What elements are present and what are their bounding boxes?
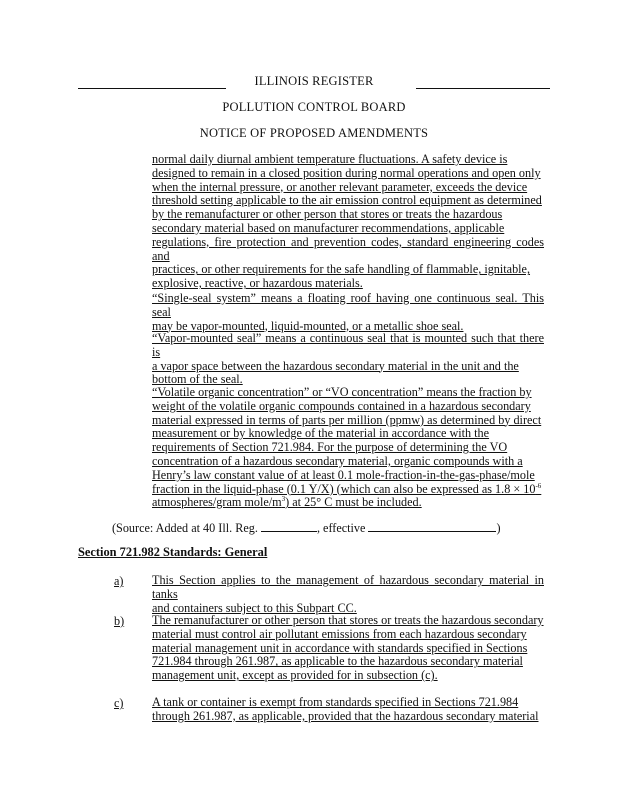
text-line: requirements of Section 721.984. For the purpose of determining the VO	[152, 440, 508, 455]
text-line: material management unit in accordance with standards specified in Sections	[152, 640, 528, 655]
text-line: practices, or other requirements for the safe handling of flammable, ignitable,	[152, 262, 531, 277]
blank-line	[368, 520, 496, 532]
register-title: ILLINOIS REGISTER	[254, 74, 374, 88]
text-line: This Section applies to the management of hazardous secondary material in tanks	[152, 573, 544, 601]
text-fragment: fraction in the liquid-phase (0.1 Y/X) (which can also be expressed as 1.8 × 10	[152, 481, 536, 496]
text-line: normal daily diurnal ambient temperature fluctuations. A safety device is	[152, 152, 508, 166]
text-line: measurement or by knowledge of the material in accordance with the	[152, 426, 490, 441]
item-label: a)	[114, 574, 124, 588]
notice-title: NOTICE OF PROPOSED AMENDMENTS	[199, 126, 429, 140]
exponent: 3	[281, 495, 286, 504]
text-line: explosive, reactive, or hazardous materials.	[152, 276, 363, 291]
source-close: )	[496, 521, 501, 535]
text-line: may be vapor-mounted, liquid-mounted, or a metallic shoe seal.	[152, 318, 464, 333]
text-line: material must control air pollutant emissions from each hazardous secondary	[152, 626, 527, 641]
blank-line	[261, 520, 317, 532]
text-line: “Volatile organic concentration” or “VO concentration” means the fraction by	[152, 385, 532, 399]
item-text	[152, 574, 544, 615]
text-line	[152, 483, 544, 497]
text-line: by the remanufacturer or other person that stores or treats the hazardous	[152, 207, 503, 222]
item-label: b)	[114, 614, 125, 628]
single-seal-definition	[152, 292, 544, 333]
text-line: a vapor space between the hazardous secondary material in the unit and the	[152, 358, 519, 373]
text-line: material expressed in terms of parts per million (ppmw) as determined by direct	[152, 412, 542, 427]
text-line: Henry’s law constant value of at least 0.1 mole-fraction-in-the-gas-phase/mole	[152, 467, 535, 482]
item-text	[152, 696, 544, 724]
text-line: management unit, except as provided for in subsection (c).	[152, 668, 438, 683]
item-label: c)	[114, 696, 124, 710]
text-line: bottom of the seal.	[152, 372, 243, 387]
source-prefix: (Source: Added at 40 Ill. Reg.	[112, 521, 258, 535]
continuation-paragraph	[152, 153, 544, 291]
item-text	[152, 614, 544, 683]
board-title: POLLUTION CONTROL BOARD	[222, 100, 406, 114]
vapor-mounted-seal-definition	[152, 332, 544, 387]
text-line: “Vapor-mounted seal” means a continuous seal that is mounted such that there is	[152, 331, 544, 359]
exponent: -6	[535, 481, 542, 490]
section-heading: Section 721.982 Standards: General	[78, 545, 268, 559]
text-line: when the internal pressure, or another relevant parameter, exceeds the device	[152, 179, 528, 194]
text-line: The remanufacturer or other person that stores or treats the hazardous secondary	[152, 613, 544, 627]
text-line: weight of the volatile organic compounds contained in a hazardous secondary	[152, 398, 531, 413]
vo-concentration-definition	[152, 386, 544, 510]
text-line: through 261.987, as applicable, provided that the hazardous secondary material	[152, 708, 539, 723]
text-line: “Single-seal system” means a floating roof having one continuous seal. This seal	[152, 291, 544, 319]
text-fragment: ) at 25° C must be included.	[285, 495, 422, 510]
text-line: concentration of a hazardous secondary material, organic compounds with a	[152, 453, 523, 468]
text-line: regulations, fire protection and prevention codes, standard engineering codes and	[152, 234, 544, 263]
text-line: designed to remain in a closed position during normal operations and open only	[152, 165, 541, 180]
text-line	[152, 496, 544, 510]
source-note	[112, 520, 552, 535]
text-line: and containers subject to this Subpart CC.	[152, 600, 357, 615]
text-line: secondary material based on manufacturer recommendations, applicable	[152, 220, 505, 235]
text-fragment: atmospheres/gram mole/m	[152, 495, 282, 510]
text-line: A tank or container is exempt from standards specified in Sections 721.984	[152, 695, 519, 709]
text-line: 721.984 through 261.987, as applicable to the hazardous secondary material	[152, 654, 523, 669]
source-effective: , effective	[316, 521, 366, 535]
text-line: threshold setting applicable to the air emission control equipment as determined	[152, 193, 542, 208]
